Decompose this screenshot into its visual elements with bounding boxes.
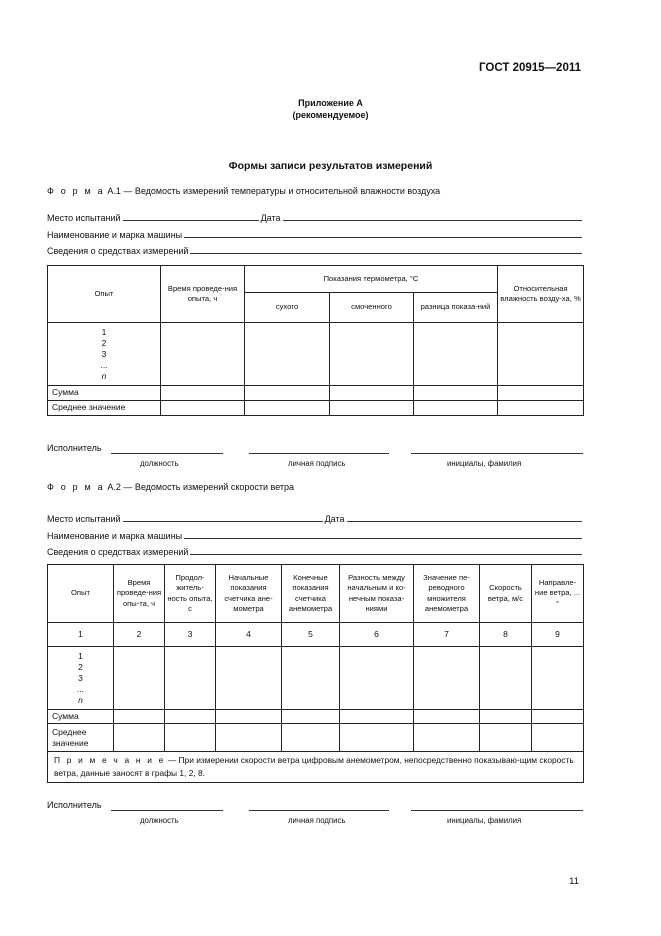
trial-number: 2 xyxy=(78,661,83,672)
form2-header-trial: Опыт xyxy=(48,565,114,623)
form2-avg-label: Среднее значение xyxy=(48,724,114,752)
form1-instruments-line[interactable] xyxy=(190,243,582,254)
trial-number: ... xyxy=(100,359,108,370)
form2-instruments-row xyxy=(47,543,584,557)
form1-instruments-label: Сведения о средствах измерений xyxy=(47,246,189,256)
form1-place-date-row xyxy=(47,209,584,223)
table-cell[interactable] xyxy=(532,710,584,724)
annex-subtitle: (рекомендуемое) xyxy=(292,110,369,120)
document-code: ГОСТ 20915—2011 xyxy=(479,62,581,74)
table-cell[interactable] xyxy=(161,401,245,416)
column-number: 1 xyxy=(48,623,114,647)
table-cell[interactable] xyxy=(340,710,414,724)
form2-column-number-row xyxy=(48,623,584,647)
form1-machine-line[interactable] xyxy=(184,227,582,238)
annex-title: Приложение А xyxy=(298,98,363,108)
form2-header-wind-speed: Скорость ветра, м/с xyxy=(480,565,532,623)
form2-place-label: Место испытаний xyxy=(47,514,121,524)
form2-date-line[interactable] xyxy=(347,511,583,522)
form2-trial-numbers xyxy=(48,647,114,710)
form2-signature-caption: личная подпись xyxy=(288,816,346,825)
form2-position-caption: должность xyxy=(140,816,179,825)
form1-signature-line[interactable] xyxy=(249,452,389,454)
form2-date-label: Дата xyxy=(324,514,345,524)
form1-position-caption: должность xyxy=(140,459,179,468)
table-cell[interactable] xyxy=(480,724,532,752)
form2-initials-line[interactable] xyxy=(411,809,583,811)
trial-number: n xyxy=(78,694,83,705)
table-cell[interactable] xyxy=(340,647,414,710)
form1-place-line[interactable] xyxy=(123,210,259,221)
form2-header-multiplier: Значение пе-реводного множителя анемометра xyxy=(414,565,480,623)
form2-executor-label: Исполнитель xyxy=(47,800,102,810)
table-cell[interactable] xyxy=(414,724,480,752)
main-title: Формы записи результатов измерений xyxy=(228,160,433,172)
form1-table xyxy=(47,265,584,416)
form2-place-date-row xyxy=(47,510,584,524)
table-cell[interactable] xyxy=(340,724,414,752)
table-cell[interactable] xyxy=(498,323,584,386)
trial-number: 3 xyxy=(101,348,107,359)
form2-header-final-readings: Конечные показания счетчика анемометра xyxy=(282,565,340,623)
column-number: 8 xyxy=(480,623,532,647)
table-cell[interactable] xyxy=(216,710,282,724)
form1-place-label: Место испытаний xyxy=(47,213,121,223)
form1-header-time: Время проведе-ния опыта, ч xyxy=(161,266,245,323)
table-cell[interactable] xyxy=(282,724,340,752)
form2-note xyxy=(48,752,584,782)
table-cell[interactable] xyxy=(330,323,414,386)
table-cell[interactable] xyxy=(165,647,216,710)
form2-table xyxy=(47,564,584,783)
form1-avg-label: Среднее значение xyxy=(48,401,161,416)
table-cell[interactable] xyxy=(480,647,532,710)
table-cell[interactable] xyxy=(165,710,216,724)
form1-header-diff: разница показа-ний xyxy=(414,293,498,323)
form2-header-initial-readings: Начальные показания счетчика ане-мометра xyxy=(216,565,282,623)
form2-machine-label: Наименование и марка машины xyxy=(47,531,183,541)
table-cell[interactable] xyxy=(498,401,584,416)
form1-sum-label: Сумма xyxy=(48,386,161,401)
form2-signature-line[interactable] xyxy=(249,809,389,811)
form2-instruments-line[interactable] xyxy=(190,544,582,555)
form1-signature-caption: личная подпись xyxy=(288,459,346,468)
table-cell[interactable] xyxy=(414,386,498,401)
trial-number: 1 xyxy=(78,650,83,661)
table-cell[interactable] xyxy=(245,323,330,386)
table-cell[interactable] xyxy=(282,710,340,724)
form2-instruments-label: Сведения о средствах измерений xyxy=(47,547,189,557)
table-cell[interactable] xyxy=(414,323,498,386)
table-cell[interactable] xyxy=(532,724,584,752)
form1-trial-numbers xyxy=(48,323,161,386)
form1-header-thermometer: Показания термометра, °С xyxy=(245,266,498,293)
table-cell[interactable] xyxy=(114,647,165,710)
form2-header-wind-direction: Направле-ние ветра, ...° xyxy=(532,565,584,623)
form1-caption-prefix: Ф о р м а xyxy=(47,186,105,196)
column-number: 4 xyxy=(216,623,282,647)
form1-header-dry: сухого xyxy=(245,293,330,323)
table-cell[interactable] xyxy=(161,386,245,401)
table-cell[interactable] xyxy=(414,647,480,710)
table-cell[interactable] xyxy=(532,647,584,710)
form2-header-row xyxy=(48,565,584,623)
form2-note-text: — При измерении скорости ветра цифровым анемометром, непосредственно показываю-щим скорость ветра, данные заносят в графы 1, 2, 8. xyxy=(54,755,574,779)
table-cell[interactable] xyxy=(330,401,414,416)
table-cell[interactable] xyxy=(414,401,498,416)
table-cell[interactable] xyxy=(114,724,165,752)
trial-number: 3 xyxy=(78,672,83,683)
table-cell[interactable] xyxy=(216,647,282,710)
form1-header-wet: смоченного xyxy=(330,293,414,323)
form2-sum-row xyxy=(48,710,584,724)
form1-data-row xyxy=(48,323,584,386)
table-cell[interactable] xyxy=(165,724,216,752)
form1-instruments-row xyxy=(47,242,584,256)
form2-position-line[interactable] xyxy=(111,809,223,811)
form1-executor-label: Исполнитель xyxy=(47,443,102,453)
form2-data-row xyxy=(48,647,584,710)
column-number: 2 xyxy=(114,623,165,647)
form1-header-humidity: Относительная влажность возду-ха, % xyxy=(498,266,584,323)
form2-place-line[interactable] xyxy=(123,511,323,522)
form2-header-duration: Продол-житель-ность опыта, с xyxy=(165,565,216,623)
form2-sum-label: Сумма xyxy=(48,710,114,724)
form2-caption-text: А.2 — Ведомость измерений скорости ветра xyxy=(104,482,295,492)
trial-number: ... xyxy=(76,683,85,694)
column-number: 3 xyxy=(165,623,216,647)
table-cell[interactable] xyxy=(161,323,245,386)
form2-initials-caption: инициалы, фамилия xyxy=(447,816,522,825)
page-number: 11 xyxy=(569,876,579,887)
table-cell[interactable] xyxy=(282,647,340,710)
form2-header-time: Время проведе-ния опы-та, ч xyxy=(114,565,165,623)
table-cell[interactable] xyxy=(114,710,165,724)
form1-header-trial: Опыт xyxy=(48,266,161,323)
trial-number: n xyxy=(101,370,107,381)
form1-initials-line[interactable] xyxy=(411,452,583,454)
table-cell[interactable] xyxy=(414,710,480,724)
column-number: 5 xyxy=(282,623,340,647)
form2-header-difference: Разность между начальным и ко-нечным показа-ниями xyxy=(340,565,414,623)
column-number: 7 xyxy=(414,623,480,647)
table-cell[interactable] xyxy=(480,710,532,724)
table-cell[interactable] xyxy=(216,724,282,752)
table-cell[interactable] xyxy=(498,386,584,401)
form1-caption xyxy=(47,186,440,196)
form1-caption-text: А.1 — Ведомость измерений температуры и относительной влажности воздуха xyxy=(104,186,441,196)
form2-machine-line[interactable] xyxy=(184,528,582,539)
column-number: 6 xyxy=(340,623,414,647)
trial-number: 2 xyxy=(101,337,107,348)
form2-machine-row xyxy=(47,527,584,541)
trial-number: 1 xyxy=(101,326,107,337)
form2-caption-prefix: Ф о р м а xyxy=(47,482,105,492)
column-number: 9 xyxy=(532,623,584,647)
form1-date-line[interactable] xyxy=(283,210,583,221)
form1-date-label: Дата xyxy=(260,213,281,223)
table-cell[interactable] xyxy=(245,386,330,401)
form1-machine-label: Наименование и марка машины xyxy=(47,230,183,240)
form1-machine-row xyxy=(47,226,584,240)
form2-note-row xyxy=(48,752,584,782)
form1-avg-row xyxy=(48,401,584,416)
form1-position-line[interactable] xyxy=(111,452,223,454)
form2-avg-row xyxy=(48,724,584,752)
form2-caption xyxy=(47,482,294,492)
form1-sum-row xyxy=(48,386,584,401)
form2-note-prefix: П р и м е ч а н и е xyxy=(54,755,166,766)
form1-initials-caption: инициалы, фамилия xyxy=(447,459,522,468)
table-cell[interactable] xyxy=(245,401,330,416)
table-cell[interactable] xyxy=(330,386,414,401)
